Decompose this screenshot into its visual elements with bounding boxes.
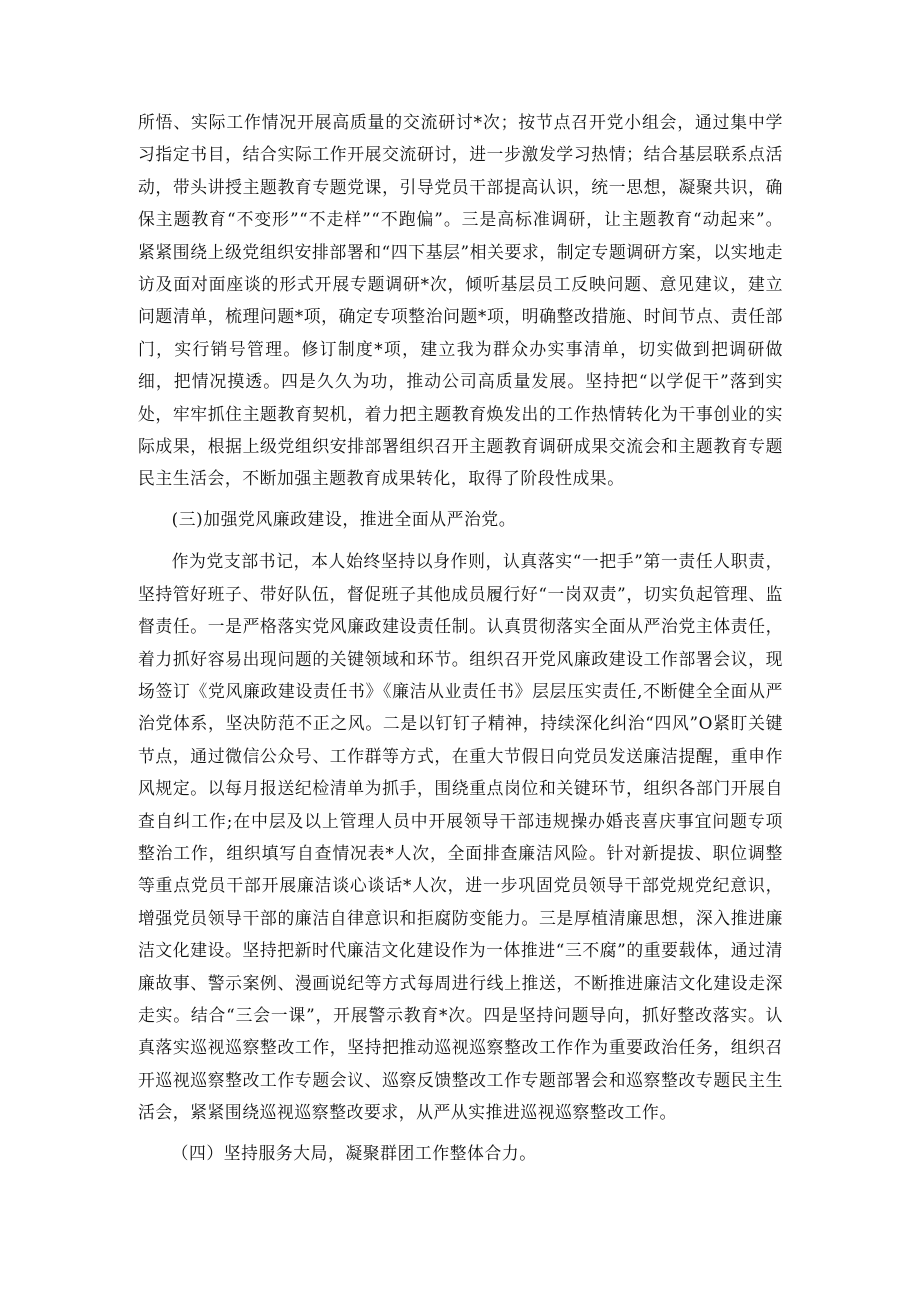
section-heading-4: （四）坚持服务大局，凝聚群团工作整体合力。 [171,1142,537,1163]
body-paragraph-party-conduct: 作为党支部书记，本人始终坚持以身作则，认真落实“一把手”第一责任人职责，坚持管好班子、带好队伍，督促班子其他成员履行好“一岗双责”，切实负起管理、监督责任。一是严格落实党风廉政建设责任制。认真贯彻落实全面从严治党主体责任，着力抓好容易出现问题的关键领域和环节。组织召开党风廉政建设工作部署会议，现场签订《党风廉政建设责任书》《廉洁从业责任书》层层压实责任,不断健全全面从严治党体系，坚决防范不正之风。二是以钉钉子精神，持续深化纠治“四风”O紧盯关键节点，通过微信公众号、工作群等方式，在重大节假日向党员发送廉洁提醒，重申作风规定。以每月报送纪检清单为抓手，围绕重点岗位和关键环节，组织各部门开展自查自纠工作;在中层及以上管理人员中开展领导干部违规操办婚丧喜庆事宜问题专项整治工作，组织填写自查情况表*人次，全面排查廉洁风险。针对新提拔、职位调整等重点党员干部开展廉洁谈心谈话*人次，进一步巩固党员领导干部党规党纪意识，增强党员领导干部的廉洁自律意识和拒腐防变能力。三是厚植清廉思想，深入推进廉洁文化建设。坚持把新时代廉洁文化建设作为一体推进“三不腐”的重要载体，通过清廉故事、警示案例、漫画说纪等方式每周进行线上推送，不断推进廉洁文化建设走深走实。结合“三会一课”，开展警示教育*次。四是坚持问题导向，抓好整改落实。认真落实巡视巡察整改工作，坚持把推动巡视巡察整改工作作为重要政治任务，组织召开巡视巡察整改工作专题会议、巡察反馈整改工作专题部署会和巡察整改专题民主生活会，紧紧围绕巡视巡察整改要求，从严从实推进巡视巡察整改工作。 [138,551,783,1123]
document-body [138,106,783,1169]
section-heading-3: (三)加强党风廉政建设，推进全面从严治党。 [171,508,517,529]
body-paragraph-continuation: 所悟、实际工作情况开展高质量的交流研讨*次；按节点召开党小组会，通过集中学习指定书目，结合实际工作开展交流研讨，进一步激发学习热情；结合基层联系点活动，带头讲授主题教育专题党课，引导党员干部提高认识，统一思想，凝聚共识，确保主题教育“不变形”“不走样”“不跑偏”。三是高标准调研，让主题教育“动起来”。紧紧围绕上级党组织安排部署和“四下基层”相关要求，制定专题调研方案，以实地走访及面对面座谈的形式开展专题调研*次，倾听基层员工反映问题、意见建议，建立问题清单，梳理问题*项，确定专项整治问题*项，明确整改措施、时间节点、责任部门，实行销号管理。修订制度*项，建立我为群众办实事清单，切实做到把调研做细，把情况摸透。四是久久为功，推动公司高质量发展。坚持把“以学促干”落到实处，牢牢抓住主题教育契机，着力把主题教育焕发出的工作热情转化为干事创业的实际成果，根据上级党组织安排部署组织召开主题教育调研成果交流会和主题教育专题民主生活会，不断加强主题教育成果转化，取得了阶段性成果。 [138,112,783,489]
